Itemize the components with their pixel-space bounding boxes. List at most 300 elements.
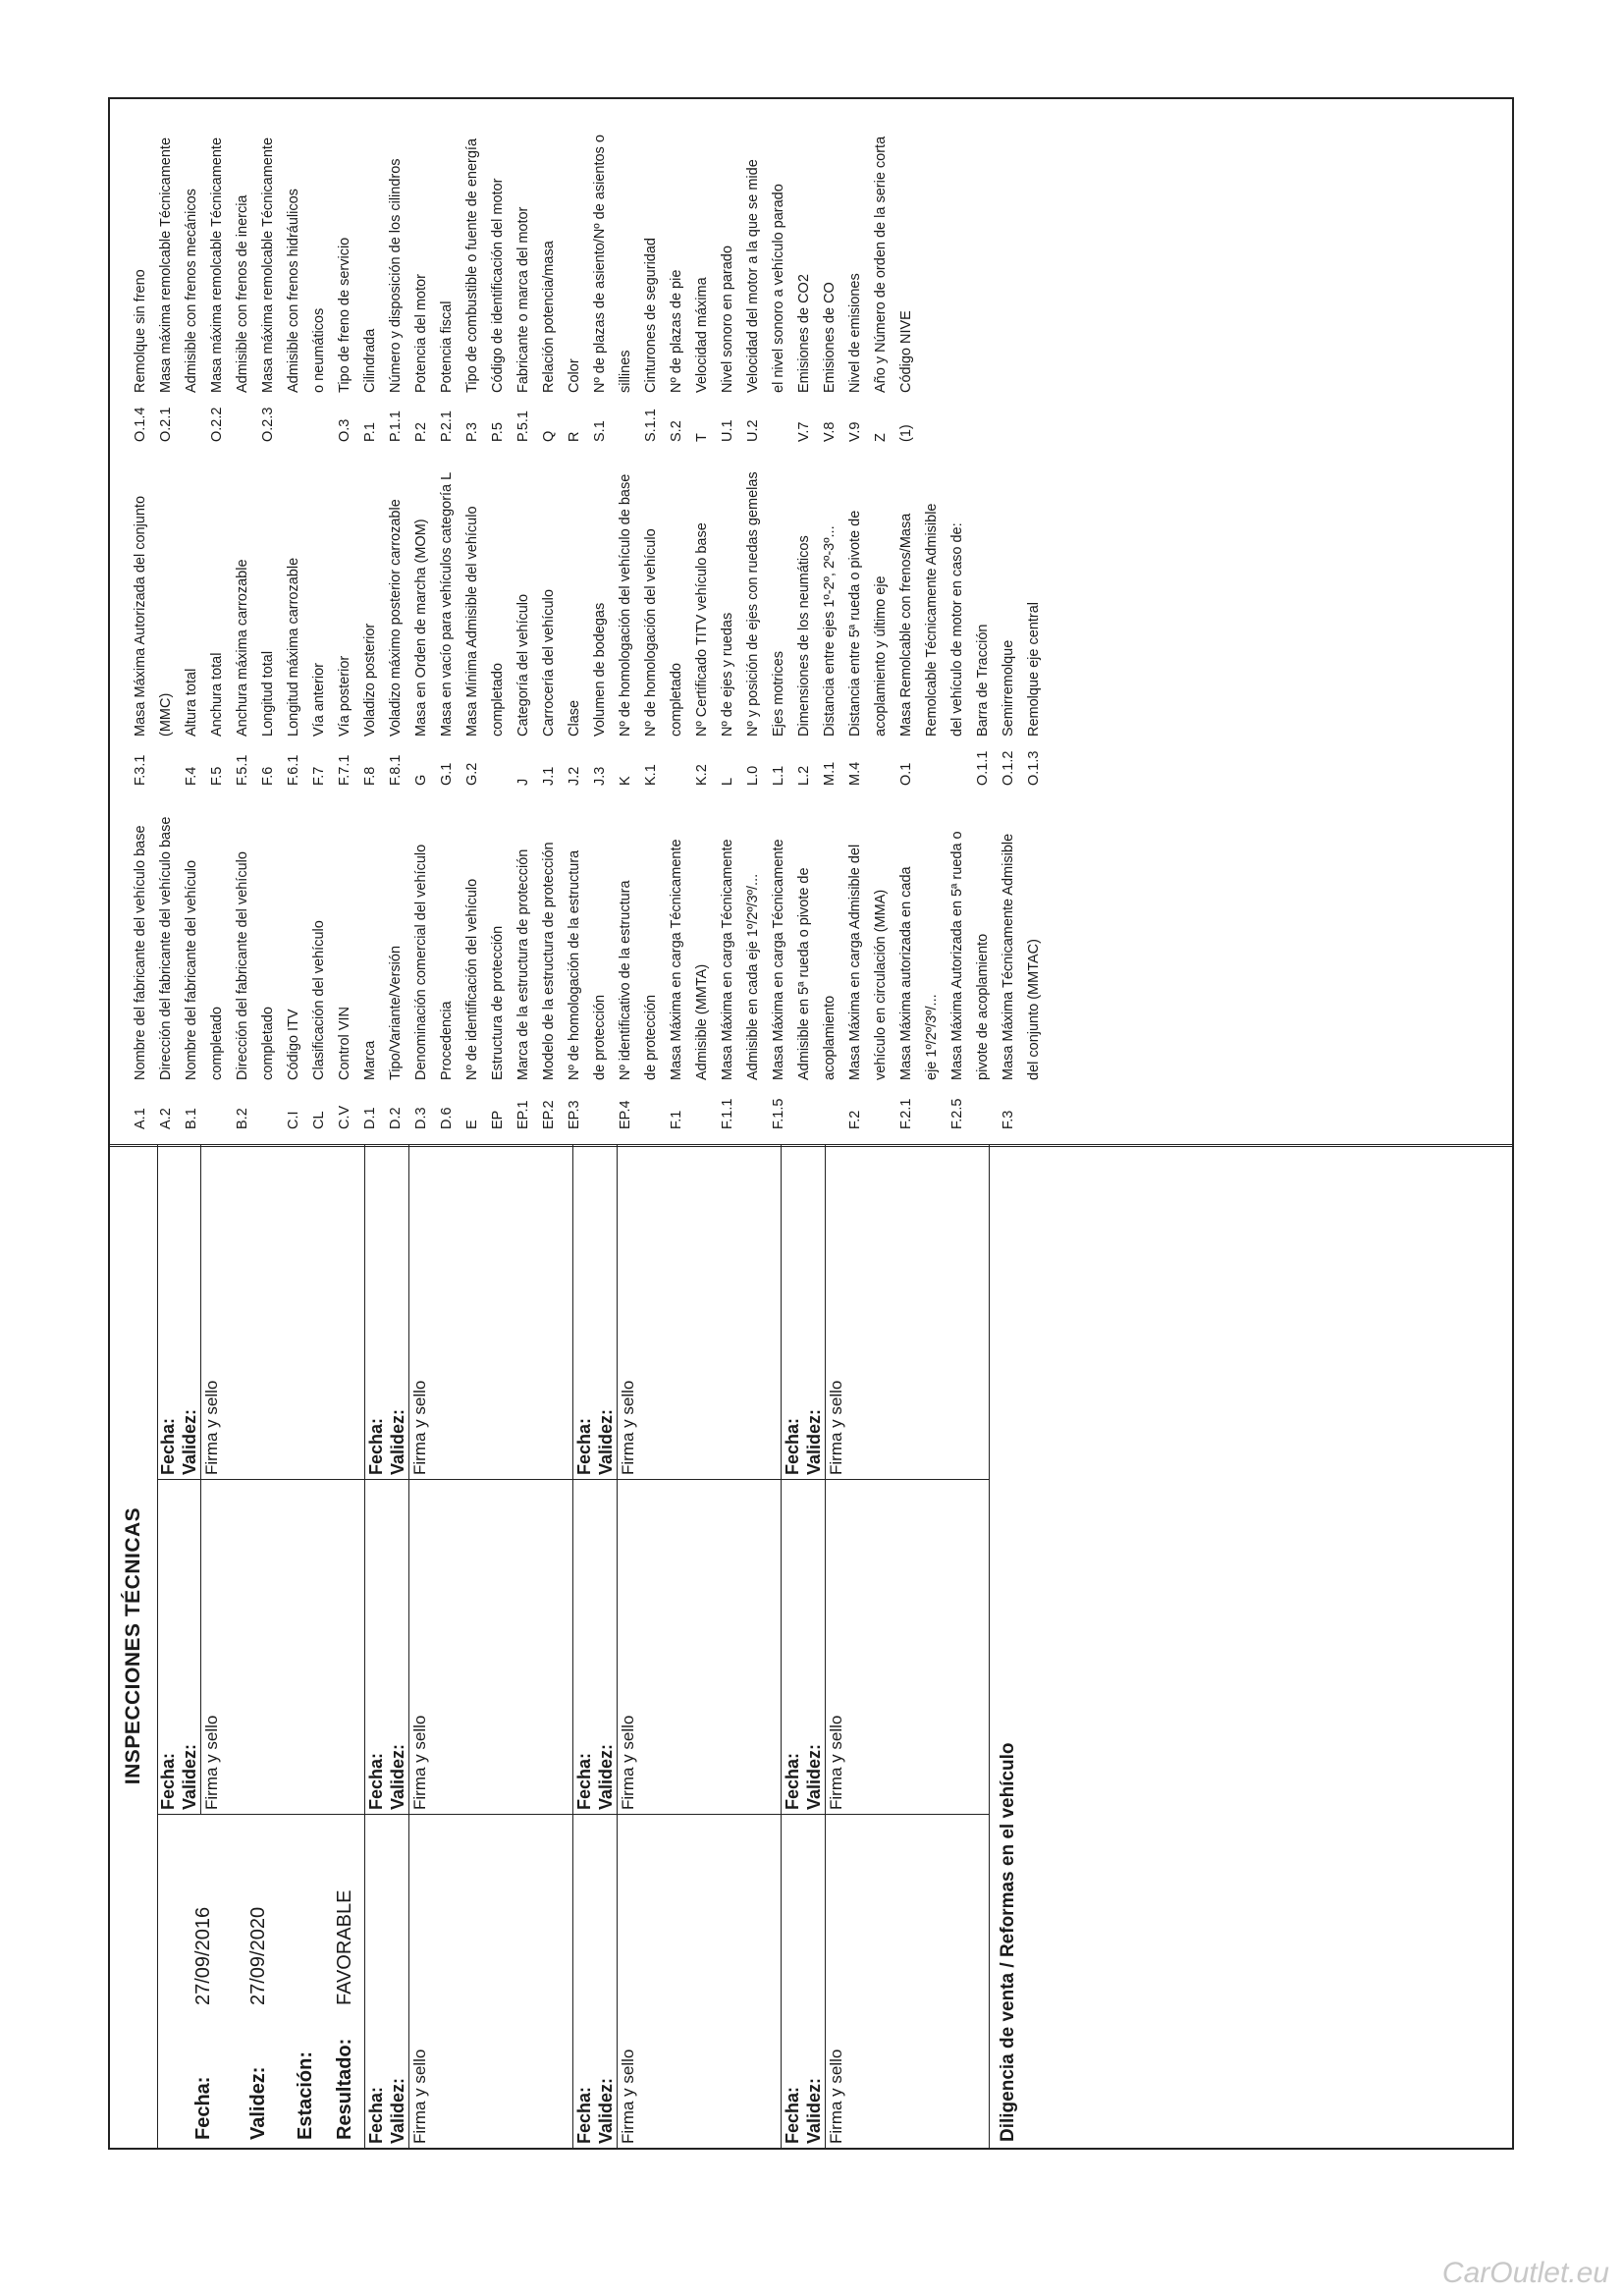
legend-item — [511, 791, 536, 1129]
firma-label: Firma y sello — [410, 1380, 429, 1475]
legend-text: del conjunto (MMTAC) — [1026, 939, 1042, 1080]
legend-text: el nivel sonoro a vehículo parado — [771, 184, 786, 393]
legend-text: Nº identificativo de la estructura — [618, 880, 633, 1080]
legend-code: P.2 — [413, 422, 429, 442]
legend-text: Dirección del fabricante del vehículo — [235, 851, 250, 1080]
legend-text: eje 1º/2º/3º/... — [924, 994, 940, 1080]
firma-label: Firma y sello — [619, 1715, 637, 1810]
legend-text: Tipo de combustible o fuente de energía — [464, 137, 480, 393]
legend-code: P.5.1 — [515, 410, 531, 442]
legend-item — [536, 100, 562, 442]
legend-text: Longitud máxima carrozable — [286, 557, 301, 737]
legend-code: F.6.1 — [286, 754, 301, 786]
legend-text: completado — [669, 663, 684, 737]
legend-item — [460, 100, 485, 442]
legend-item — [255, 442, 281, 786]
legend-text: Volumen de bodegas — [592, 602, 608, 737]
legend-code: G — [413, 774, 429, 786]
firma-label: Firma y sello — [827, 1715, 845, 1810]
legend-text: Color — [567, 358, 582, 393]
legend-item — [664, 100, 689, 442]
legend-item — [970, 791, 996, 1129]
legend-text: Barra de Tracción — [975, 624, 991, 737]
legend-item — [306, 100, 332, 442]
legend-text: de protección — [592, 994, 608, 1080]
legend-text: Procedencia — [439, 1001, 455, 1080]
legend-item — [536, 791, 562, 1129]
legend-item — [842, 442, 868, 786]
fecha-value: 27/09/2016 — [192, 1906, 214, 2005]
document-frame — [108, 97, 1514, 2150]
legend-text: acoplamiento — [822, 995, 838, 1080]
fecha-label: Fecha: — [366, 2086, 386, 2144]
inspection-box — [573, 1814, 782, 2148]
legend-text: Nº de homologación de la estructura — [567, 849, 582, 1080]
legend-code: O.1.1 — [975, 750, 991, 786]
legend-text: Masa Máxima Autorizada en 5ª rueda o — [949, 831, 965, 1080]
legend-text: Masa máxima remolcable Técnicamente — [209, 137, 225, 393]
legend-code: F.4 — [184, 766, 199, 786]
legend-code: D.6 — [439, 1107, 455, 1129]
legend-item — [868, 791, 893, 1129]
legend-text: Emisiones de CO — [822, 282, 838, 393]
legend-code: P.1 — [362, 422, 378, 442]
validez-label: Validez: — [247, 2066, 269, 2140]
fecha-label: Fecha: — [574, 2086, 594, 2144]
legend-code: L.0 — [745, 765, 761, 786]
legend-item — [766, 100, 791, 442]
legend-item — [945, 442, 970, 786]
legend-code: P.2.1 — [439, 410, 455, 442]
legend-text: Código NIVE — [898, 310, 914, 393]
legend-text: Potencia fiscal — [439, 301, 455, 393]
legend-item — [153, 791, 179, 1129]
legend-item — [613, 100, 638, 442]
legend-item — [1021, 442, 1047, 786]
legend-text: Nombre del fabricante del vehículo — [184, 859, 199, 1080]
legend-text: Emisiones de CO2 — [796, 274, 812, 393]
fecha-label: Fecha: — [783, 2086, 802, 2144]
legend-code: F.1 — [669, 1110, 684, 1129]
legend-item — [485, 100, 511, 442]
legend-code: P.1.1 — [388, 410, 404, 442]
legend-code: Z — [873, 433, 889, 442]
legend-item — [332, 100, 357, 442]
legend-text: Dimensiones de los neumáticos — [796, 535, 812, 737]
legend-text: Cinturones de seguridad — [643, 238, 659, 393]
firma-label: Firma y sello — [202, 1715, 221, 1810]
legend-item — [587, 442, 613, 786]
legend-item — [791, 100, 817, 442]
legend-code: J.2 — [567, 766, 582, 786]
legend-text: Masa máxima remolcable Técnicamente — [158, 137, 174, 393]
legend-code: E — [464, 1120, 480, 1129]
legend-item — [306, 791, 332, 1129]
legend-text: completado — [260, 1007, 276, 1080]
legend-item — [408, 791, 434, 1129]
legend-text: Nº de ejes y ruedas — [720, 612, 735, 737]
legend-text: Nivel sonoro en parado — [720, 246, 735, 393]
legend-code: C.I — [286, 1111, 301, 1129]
legend-text: Código ITV — [286, 1009, 301, 1080]
legend-item — [179, 442, 204, 786]
legend-item — [817, 100, 842, 442]
validez-label: Validez: — [596, 1743, 616, 1810]
legend-code: O.3 — [337, 418, 352, 442]
legend-item — [740, 791, 766, 1129]
legend-column-1 — [128, 791, 1047, 1129]
legend-item — [638, 791, 664, 1129]
legend-text: Vía anterior — [311, 663, 327, 737]
legend-code: D.1 — [362, 1107, 378, 1129]
legend-item — [587, 791, 613, 1129]
inspections-title: INSPECCIONES TÉCNICAS — [110, 1144, 158, 2148]
legend-text: Nº de plazas de pie — [669, 269, 684, 393]
legend-code: L.2 — [796, 765, 812, 786]
legend-text: Potencia del motor — [413, 274, 429, 393]
legend-code: F.8.1 — [388, 754, 404, 786]
legend-item — [791, 442, 817, 786]
legend-item — [408, 100, 434, 442]
validez-label: Validez: — [804, 1743, 824, 1810]
legend-item — [128, 442, 153, 786]
legend-code: V.7 — [796, 421, 812, 442]
legend-code: EP — [490, 1110, 506, 1129]
legend-text: Remolque sin freno — [133, 269, 148, 393]
legend-item — [817, 791, 842, 1129]
legend-text: Remolque eje central — [1026, 601, 1042, 737]
legend-text: Velocidad del motor a la que se mide — [745, 159, 761, 393]
legend-text: Nº y posición de ejes con ruedas gemelas — [745, 471, 761, 737]
legend-item — [485, 791, 511, 1129]
legend-item — [893, 100, 919, 442]
legend-text: Ejes motrices — [771, 650, 786, 737]
legend-code: J.3 — [592, 766, 608, 786]
firma-label: Firma y sello — [202, 1380, 221, 1475]
legend-code: Q — [541, 430, 557, 442]
legend-text: del vehículo de motor en caso de: — [949, 522, 965, 737]
validez-label: Validez: — [388, 1743, 407, 1810]
legend-code: S.2 — [669, 420, 684, 442]
legend-text: Masa Remolcable con frenos/Masa — [898, 513, 914, 737]
legend-item — [689, 100, 715, 442]
legend-code: O.1 — [898, 762, 914, 786]
legend-text: Dirección del fabricante del vehículo base — [158, 816, 174, 1080]
legend-text: Distancia entre ejes 1º-2º, 2º-3º... — [822, 525, 838, 737]
legend-code: K.1 — [643, 764, 659, 786]
legend-code: CL — [311, 1111, 327, 1129]
legend-item — [1021, 791, 1047, 1129]
legend-text: Clase — [567, 699, 582, 737]
legend-text: Voladizo posterior — [362, 623, 378, 737]
legend-text: Masa Máxima en carga Técnicamente — [771, 839, 786, 1080]
legend-item — [562, 791, 587, 1129]
legend-text: Relación potencia/masa — [541, 241, 557, 393]
legend-code: F.5.1 — [235, 754, 250, 786]
legend-code: K — [618, 776, 633, 786]
legend-item — [153, 100, 179, 442]
inspection-box — [573, 1479, 782, 1814]
legend-text: Longitud total — [260, 650, 276, 737]
legend-text: Estructura de protección — [490, 925, 506, 1080]
legend-text: o neumáticos — [311, 307, 327, 393]
firma-label: Firma y sello — [619, 1380, 637, 1475]
legend-code: B.1 — [184, 1108, 199, 1129]
inspection-box — [782, 1814, 990, 2148]
legend-item — [230, 442, 255, 786]
legend-code: D.3 — [413, 1107, 429, 1129]
legend-item — [281, 791, 306, 1129]
legend-code: EP.3 — [567, 1100, 582, 1129]
fecha-label: Fecha: — [783, 1752, 802, 1810]
legend-text: Masa en Orden de marcha (MOM) — [413, 519, 429, 737]
validez-label: Validez: — [596, 2077, 616, 2144]
legend-item — [970, 442, 996, 786]
legend-code: G.2 — [464, 762, 480, 786]
legend-code: D.2 — [388, 1107, 404, 1129]
legend-code: O.2.2 — [209, 407, 225, 442]
legend-text: Modelo de la estructura de protección — [541, 842, 557, 1080]
legend-text: Voladizo máximo posterior carrozable — [388, 499, 404, 737]
legend-text: Cilindrada — [362, 328, 378, 393]
legend-code: R — [567, 431, 582, 442]
validez-label: Validez: — [180, 1743, 199, 1810]
legend-text: Control VIN — [337, 1007, 352, 1080]
legend-text: Altura total — [184, 668, 199, 737]
legend-code: O.1.2 — [1001, 750, 1016, 786]
legend-item — [306, 442, 332, 786]
legend-code: B.2 — [235, 1108, 250, 1129]
legend-item — [817, 442, 842, 786]
legend-text: Masa Máxima Autorizada del conjunto — [133, 495, 148, 737]
legend-item — [383, 100, 408, 442]
legend-code: F.2 — [847, 1110, 863, 1129]
legend-item — [868, 100, 893, 442]
fecha-label: Fecha: — [574, 1417, 594, 1475]
inspection-box — [157, 1479, 365, 1814]
legend-item — [511, 100, 536, 442]
legend-item — [842, 100, 868, 442]
legend-code: EP.1 — [515, 1100, 531, 1129]
legend-code: EP.4 — [618, 1100, 633, 1129]
legend-item — [485, 442, 511, 786]
legend-item — [460, 442, 485, 786]
legend-item — [893, 442, 919, 786]
legend-text: Admisible con frenos mecánicos — [184, 189, 199, 393]
legend-item — [230, 100, 255, 442]
legend-code: P.5 — [490, 422, 506, 442]
legend-text: Masa Máxima en carga Admisible del — [847, 844, 863, 1080]
legend-code: O.2.3 — [260, 407, 276, 442]
legend-item — [664, 442, 689, 786]
legend-code: L — [720, 777, 735, 786]
legend-text: Masa Máxima Técnicamente Admisible — [1001, 833, 1016, 1080]
legend-item — [383, 442, 408, 786]
watermark: CarOutlet.eu — [1441, 2257, 1609, 2289]
legend-item — [383, 791, 408, 1129]
legend-code: A.2 — [158, 1108, 174, 1129]
validez-label: Validez: — [180, 1408, 199, 1475]
fecha-label: Fecha: — [574, 1752, 594, 1810]
legend-code: K.2 — [694, 764, 710, 786]
legend-code: F.7.1 — [337, 754, 352, 786]
legend-item — [613, 791, 638, 1129]
legend-text: Nº de plazas de asiento/Nº de asientos o — [592, 135, 608, 393]
legend-code: O.2.1 — [158, 407, 174, 442]
legend-item — [868, 442, 893, 786]
legend-code: F.1.5 — [771, 1098, 786, 1129]
legend-item — [408, 442, 434, 786]
legend-code: V.9 — [847, 421, 863, 442]
firma-label: Firma y sello — [619, 2049, 637, 2144]
legend-item — [434, 791, 460, 1129]
legend-code: F.2.1 — [898, 1098, 914, 1129]
legend-code: T — [694, 433, 710, 442]
legend-code: M.4 — [847, 761, 863, 786]
legend-text: completado — [209, 1007, 225, 1080]
legend-item — [255, 791, 281, 1129]
legend-item — [434, 100, 460, 442]
legend-item — [128, 100, 153, 442]
fecha-label: Fecha: — [783, 1417, 802, 1475]
inspection-box — [365, 1144, 573, 1479]
legend-text: Tipo de freno de servicio — [337, 237, 352, 393]
legend-text: Masa Máxima en carga Técnicamente — [669, 839, 684, 1080]
legend-column-3 — [128, 100, 919, 442]
legend-item — [613, 442, 638, 786]
legend-code: A.1 — [133, 1108, 148, 1129]
legend-item — [766, 791, 791, 1129]
legend-code: (1) — [898, 424, 914, 442]
legend-text: sillines — [618, 350, 633, 393]
legend-text: Admisible con frenos de inercia — [235, 194, 250, 393]
legend-text: Nº de homologación del vehículo de base — [618, 473, 633, 737]
legend-item — [562, 100, 587, 442]
legend-item — [281, 100, 306, 442]
fecha-label: Fecha: — [366, 1752, 386, 1810]
legend-code: F.6 — [260, 766, 276, 786]
legend-item — [740, 442, 766, 786]
firma-label: Firma y sello — [827, 1380, 845, 1475]
validez-label: Validez: — [804, 2077, 824, 2144]
legend-text: Marca de la estructura de protección — [515, 848, 531, 1080]
legend-item — [562, 442, 587, 786]
legend-item — [460, 791, 485, 1129]
legend-text: Código de identificación del motor — [490, 178, 506, 393]
legend-item — [153, 442, 179, 786]
legend-code: M.1 — [822, 761, 838, 786]
legend-text: Masa en vacío para vehículos categoría L — [439, 471, 455, 737]
legend-item — [230, 791, 255, 1129]
legend-code: F.3 — [1001, 1110, 1016, 1129]
inspection-box — [365, 1814, 573, 2148]
legend-code: F.2.5 — [949, 1098, 965, 1129]
fecha-label: Fecha: — [158, 1417, 178, 1475]
legend-code: EP.2 — [541, 1100, 557, 1129]
legend-item — [638, 442, 664, 786]
legend-item — [434, 442, 460, 786]
legend-text: acoplamiento y último eje — [873, 575, 889, 737]
legend-code: V.8 — [822, 421, 838, 442]
legend-item — [715, 791, 740, 1129]
legend-text: Nivel de emisiones — [847, 273, 863, 393]
legend-text: Remolcable Técnicamente Admisible — [924, 503, 940, 737]
validez-label: Validez: — [596, 1408, 616, 1475]
legend-text: Anchura máxima carrozable — [235, 559, 250, 737]
legend-text: Fabricante o marca del motor — [515, 206, 531, 393]
legend-code: F.7 — [311, 766, 327, 786]
inspection-box — [573, 1144, 782, 1479]
legend-item — [740, 100, 766, 442]
legend-item — [791, 791, 817, 1129]
legend-text: Denominación comercial del vehículo — [413, 844, 429, 1080]
legend-item — [996, 442, 1021, 786]
validez-label: Validez: — [804, 1408, 824, 1475]
legend-code: U.2 — [745, 419, 761, 442]
legend-text: Año y Número de orden de la serie corta — [873, 136, 889, 393]
legend-code: L.1 — [771, 765, 786, 786]
inspections-panel — [110, 1144, 1512, 2148]
legend-item — [996, 791, 1021, 1129]
legend-item — [204, 100, 230, 442]
inspection-box — [365, 1479, 573, 1814]
validez-value: 27/09/2020 — [247, 1906, 269, 2005]
legend-text: Masa Máxima en carga Técnicamente — [720, 839, 735, 1080]
legend-text: Nº de homologación del vehículo — [643, 528, 659, 737]
fecha-label: Fecha: — [158, 1752, 178, 1810]
legend-text: Anchura total — [209, 652, 225, 737]
legend-item — [255, 100, 281, 442]
legend-text: completado — [490, 663, 506, 737]
legend-item — [281, 442, 306, 786]
legend-text: de protección — [643, 994, 659, 1080]
legend-text: Tipo/Variante/Versión — [388, 945, 404, 1080]
legend-item — [715, 442, 740, 786]
inspection-box — [157, 1144, 365, 1479]
validez-label: Validez: — [388, 2077, 407, 2144]
legend-panel — [110, 99, 1512, 1141]
legend-item — [689, 442, 715, 786]
legend-text: Admisible con frenos hidráulicos — [286, 189, 301, 393]
legend-code: F.3.1 — [133, 754, 148, 786]
inspection-first — [157, 1814, 365, 2148]
firma-label: Firma y sello — [410, 1715, 429, 1810]
legend-code: S.1 — [592, 420, 608, 442]
legend-item — [536, 442, 562, 786]
legend-code: O.1.4 — [133, 407, 148, 442]
legend-item — [919, 791, 945, 1129]
legend-text: Vía posterior — [337, 655, 352, 737]
legend-item — [204, 442, 230, 786]
firma-label: Firma y sello — [827, 2049, 845, 2144]
legend-item — [511, 442, 536, 786]
legend-code: F.5 — [209, 766, 225, 786]
legend-item — [204, 791, 230, 1129]
firma-label: Firma y sello — [410, 2049, 429, 2144]
legend-code: G.1 — [439, 762, 455, 786]
legend-item — [715, 100, 740, 442]
fecha-label: Fecha: — [192, 2076, 214, 2140]
diligencia-heading: Diligencia de venta / Reformas en el vehículo — [998, 1742, 1018, 2142]
legend-code: O.1.3 — [1026, 750, 1042, 786]
legend-text: vehículo en circulación (MMA) — [873, 889, 889, 1080]
legend-text: pivote de acoplamiento — [975, 933, 991, 1080]
resultado-value: FAVORABLE — [334, 1889, 355, 2005]
inspection-box — [782, 1144, 990, 1479]
legend-item — [128, 791, 153, 1129]
legend-code: C.V — [337, 1105, 352, 1129]
legend-code: J — [515, 778, 531, 786]
